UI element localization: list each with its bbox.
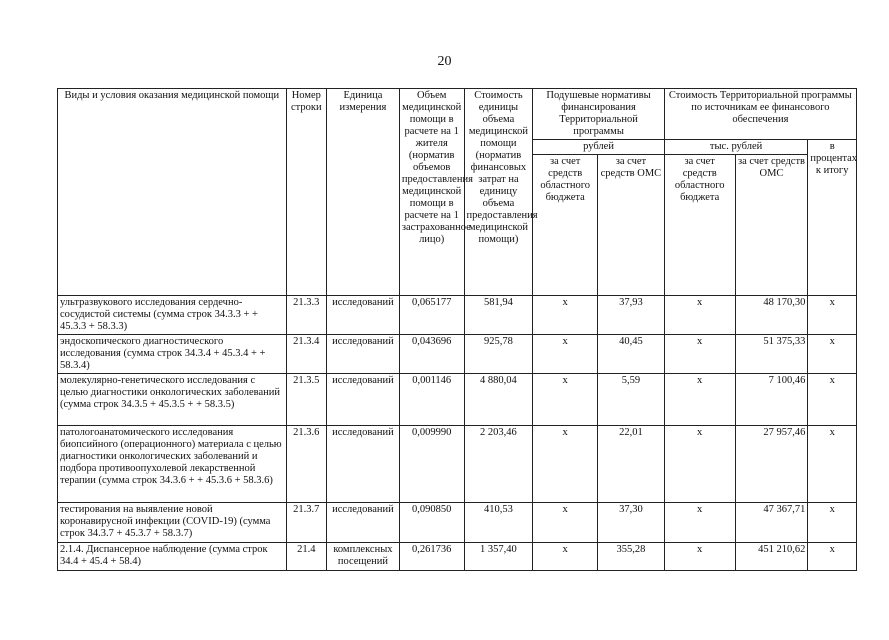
row-name: эндоскопического диагностического исследования (сумма строк 34.3.4 + 45.3.4 + + 58.3.4) — [58, 335, 287, 374]
header-per-capita-group: Подушевые нормативы финансирования Территориальной программы — [533, 89, 664, 140]
row-name: молекулярно-генетического исследования с целью диагностики онкологических заболеваний (сумма строк 34.3.5 + 45.3.5 + + 58.3.5) — [58, 374, 287, 426]
row-percent: х — [808, 374, 857, 426]
row-unit: комплексных посещений — [327, 543, 400, 571]
medical-care-table — [57, 88, 857, 571]
row-pc-budget: х — [533, 426, 598, 503]
row-number: 21.3.3 — [286, 296, 326, 335]
row-cost: 581,94 — [464, 296, 533, 335]
header-percent: в процентах к итогу — [808, 140, 857, 296]
header-program-cost-group: Стоимость Территориальной программы по источникам ее финансового обеспечения — [664, 89, 856, 140]
header-kind: Виды и условия оказания медицинской помощи — [58, 89, 287, 296]
row-pc-oms: 5,59 — [598, 374, 665, 426]
table-row — [58, 426, 857, 503]
header-tp-budget: за счет средств областного бюджета — [664, 155, 735, 296]
row-tp-budget: х — [664, 426, 735, 503]
row-number: 21.3.4 — [286, 335, 326, 374]
row-volume: 0,009990 — [399, 426, 464, 503]
row-unit: исследований — [327, 335, 400, 374]
row-pc-oms: 37,30 — [598, 503, 665, 543]
header-row-number: Номер строки — [286, 89, 326, 296]
row-pc-budget: х — [533, 335, 598, 374]
row-pc-budget: х — [533, 543, 598, 571]
row-pc-oms: 40,45 — [598, 335, 665, 374]
row-name: ультразвукового исследования сердечно-сосудистой системы (сумма строк 34.3.3 + + 45.3.3 + 58.3.3) — [58, 296, 287, 335]
table-row — [58, 296, 857, 335]
header-unit-thousand-rubles: тыс. рублей — [664, 140, 808, 155]
row-volume: 0,001146 — [399, 374, 464, 426]
row-tp-oms: 27 957,46 — [735, 426, 808, 503]
row-cost: 925,78 — [464, 335, 533, 374]
row-unit: исследований — [327, 296, 400, 335]
row-percent: х — [808, 503, 857, 543]
row-unit: исследований — [327, 374, 400, 426]
row-tp-oms: 51 375,33 — [735, 335, 808, 374]
row-unit: исследований — [327, 503, 400, 543]
header-pc-oms: за счет средств ОМС — [598, 155, 665, 296]
row-volume: 0,261736 — [399, 543, 464, 571]
row-cost: 1 357,40 — [464, 543, 533, 571]
header-unit-rubles: рублей — [533, 140, 664, 155]
row-volume: 0,090850 — [399, 503, 464, 543]
row-number: 21.4 — [286, 543, 326, 571]
row-cost: 2 203,46 — [464, 426, 533, 503]
row-cost: 4 880,04 — [464, 374, 533, 426]
row-pc-budget: х — [533, 374, 598, 426]
page-number: 20 — [437, 54, 452, 69]
row-pc-budget: х — [533, 296, 598, 335]
row-unit: исследований — [327, 426, 400, 503]
row-tp-budget: х — [664, 335, 735, 374]
table-row — [58, 543, 857, 571]
row-percent: х — [808, 426, 857, 503]
row-name: патологоанатомического исследования биопсийного (операционного) материала с целью диагностики онкологических заболеваний и подбора противоопухолевой лекарственной терапии (сумма строк 34.3.6 + + 45.3.6 + 58.3.6) — [58, 426, 287, 503]
row-cost: 410,53 — [464, 503, 533, 543]
table-row — [58, 374, 857, 426]
row-tp-oms: 451 210,62 — [735, 543, 808, 571]
row-volume: 0,043696 — [399, 335, 464, 374]
table-row — [58, 503, 857, 543]
row-name: тестирования на выявление новой коронавирусной инфекции (COVID-19) (сумма строк 34.3.7 + 45.3.7 + 58.3.7) — [58, 503, 287, 543]
header-unit: Единица измерения — [327, 89, 400, 296]
row-pc-oms: 37,93 — [598, 296, 665, 335]
row-tp-budget: х — [664, 543, 735, 571]
header-pc-budget: за счет средств областного бюджета — [533, 155, 598, 296]
row-pc-oms: 22,01 — [598, 426, 665, 503]
row-tp-budget: х — [664, 374, 735, 426]
table-row — [58, 335, 857, 374]
row-number: 21.3.5 — [286, 374, 326, 426]
row-number: 21.3.6 — [286, 426, 326, 503]
header-volume: Объем медицинской помощи в расчете на 1 жителя (норматив объемов предоставления медицинской помощи в расчете на 1 застрахованное лицо) — [399, 89, 464, 296]
row-tp-oms: 7 100,46 — [735, 374, 808, 426]
row-pc-oms: 355,28 — [598, 543, 665, 571]
row-tp-budget: х — [664, 503, 735, 543]
row-percent: х — [808, 543, 857, 571]
row-tp-oms: 47 367,71 — [735, 503, 808, 543]
row-percent: х — [808, 335, 857, 374]
row-pc-budget: х — [533, 503, 598, 543]
row-tp-oms: 48 170,30 — [735, 296, 808, 335]
row-number: 21.3.7 — [286, 503, 326, 543]
row-volume: 0,065177 — [399, 296, 464, 335]
header-cost: Стоимость единицы объема медицинской помощи (норматив финансовых затрат на единицу объема предоставления медицинской помощи) — [464, 89, 533, 296]
row-name: 2.1.4. Диспансерное наблюдение (сумма строк 34.4 + 45.4 + 58.4) — [58, 543, 287, 571]
row-percent: х — [808, 296, 857, 335]
row-tp-budget: х — [664, 296, 735, 335]
header-tp-oms: за счет средств ОМС — [735, 155, 808, 296]
